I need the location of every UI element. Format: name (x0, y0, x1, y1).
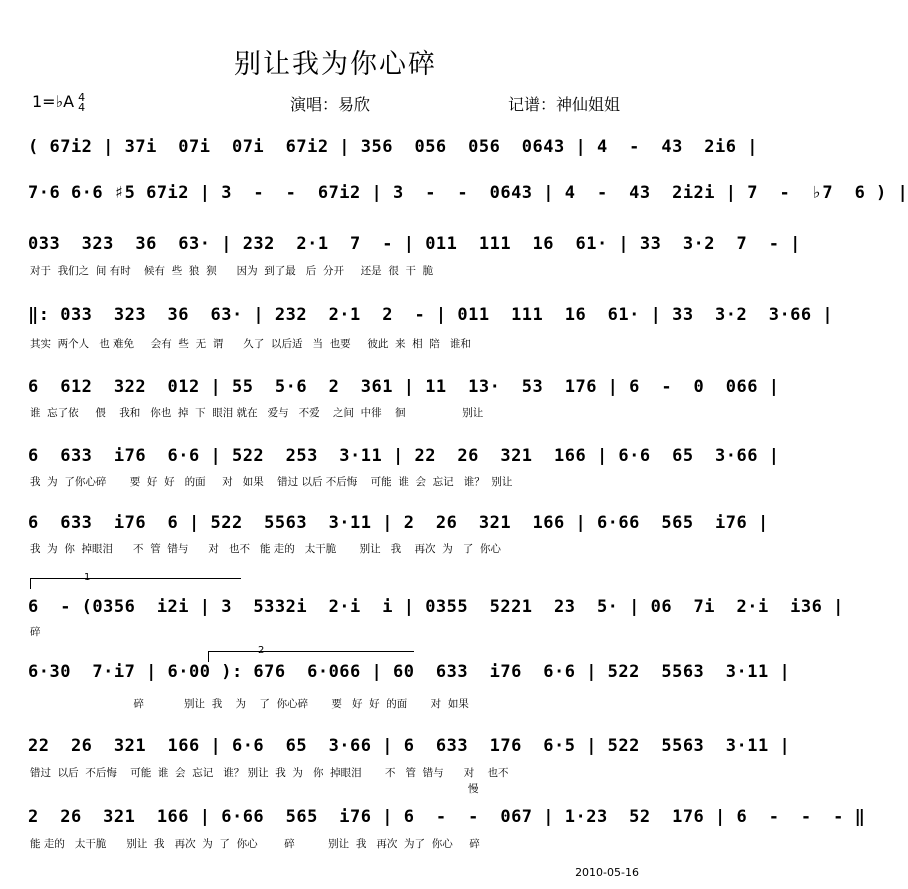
lyric-line-11: 能 走的 太干脆 别让 我 再次 为 了 你心 碎 别让 我 再次 为了 你心 碎 (30, 838, 480, 850)
lyric-extra-note: 慢 (468, 783, 479, 795)
lyric-line-8: 碎 (30, 626, 41, 638)
score-line-2: 7·6 6·6 ♯5 67i2 | 3 - - 67i2 | 3 - - 0643 | 4 - 43 2i2i | 7 - ♭7 6 ) | (28, 183, 908, 203)
score-line-7: 6 633 i76 6 | 522 5563 3·11 | 2 26 321 166 | 6·66 565 i76 | (28, 513, 769, 533)
score-line-1: ( 67i2 | 37i 07i 07i 67i2 | 356 056 056 0643 | 4 - 43 2i6 | (28, 137, 758, 157)
lyric-line-10: 错过 以后 不后悔 可能 谁 会 忘记 谁？ 别让 我 为 你 掉眼泪 不 管 错与 对 也不 (30, 767, 509, 779)
score-line-4: ‖: 033 323 36 63· | 232 2·1 2 - | 011 111 16 61· | 33 3·2 3·66 | (28, 305, 834, 325)
volta-bracket-1 (30, 578, 241, 589)
singer-credit: 演唱：易欣 (290, 95, 371, 114)
lyric-line-5: 谁 忘了依 偎 我和 你也 掉 下 眼泪 就在 爱与 不爱 之间 中徘 徊 别让 (30, 407, 484, 419)
key-signature (32, 92, 85, 113)
lyric-line-4: 其实 两个人 也 难免 会有 些 无 谓 久了 以后适 当 也要 彼此 来 相 陪 谁和 (30, 338, 471, 350)
score-line-11: 2 26 321 166 | 6·66 565 i76 | 6 - - 067 | 1·23 52 176 | 6 - - - ‖ (28, 807, 866, 827)
lyric-line-3: 对于 我们之 间 有时 候有 些 狼 狈 因为 到了最 后 分开 还是 很 干 脆 (30, 265, 434, 277)
date-stamp: 2010-05-16 (575, 866, 639, 879)
score-line-5: 6 612 322 012 | 55 5·6 2 361 | 11 13· 53 176 | 6 - 0 066 | (28, 377, 780, 397)
key-label: 1=♭A (32, 92, 75, 111)
time-bottom: 4 (78, 100, 86, 114)
song-title: 别让我为你心碎 (234, 49, 437, 80)
score-line-6: 6 633 i76 6·6 | 522 253 3·11 | 22 26 321 166 | 6·6 65 3·66 | (28, 446, 780, 466)
lyric-line-7: 我 为 你 掉眼泪 不 管 错与 对 也不 能 走的 太干脆 别让 我 再次 为 了 你心 (30, 543, 501, 555)
lyric-line-6: 我 为 了你心碎 要 好 好 的面 对 如果 错过 以后 不后悔 可能 谁 会 忘记 谁？ 别让 (30, 476, 513, 488)
score-line-10: 22 26 321 166 | 6·6 65 3·66 | 6 633 176 6·5 | 522 5563 3·11 | (28, 736, 791, 756)
volta-number-1: 1 (84, 572, 91, 583)
time-top: 4 (78, 90, 86, 104)
notator-credit: 记谱：神仙姐姐 (508, 95, 621, 114)
score-line-8: 6 - (0356 i2i | 3 5332i 2·i i | 0355 5221 23 5· | 06 7i 2·i i36 | (28, 597, 844, 617)
time-signature (78, 90, 86, 114)
score-line-3: 033 323 36 63· | 232 2·1 7 - | 011 111 16 61· | 33 3·2 7 - | (28, 234, 801, 254)
score-line-9: 6·30 7·i7 | 6·00 ): 676 6·066 | 60 633 i76 6·6 | 522 5563 3·11 | (28, 662, 791, 682)
volta-number-2: 2 (258, 645, 265, 656)
lyric-line-9: 碎 别让 我 为 了 你心碎 要 好 好 的面 对 如果 (30, 698, 469, 710)
